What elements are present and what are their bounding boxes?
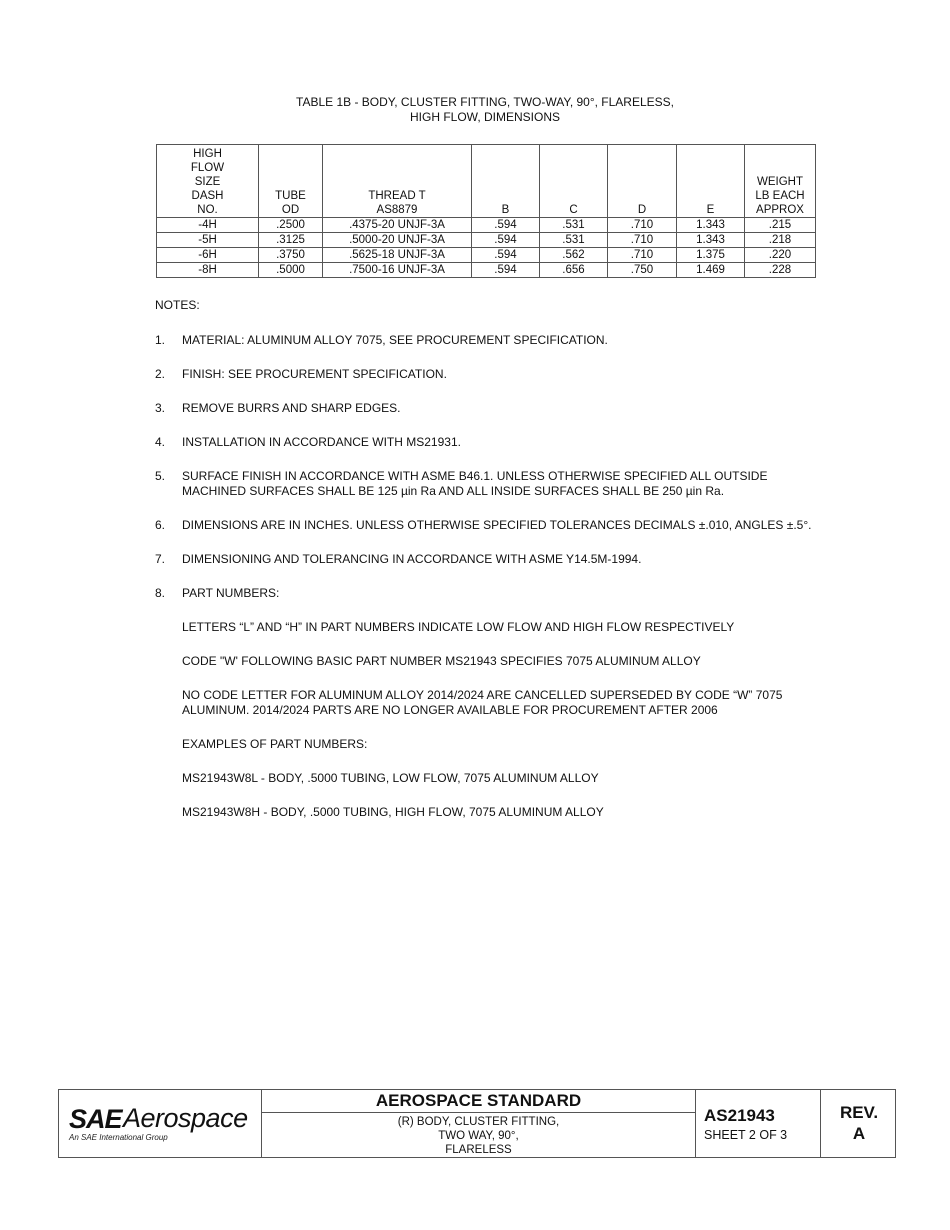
title-block bbox=[58, 1089, 896, 1158]
note-number: 4. bbox=[155, 435, 166, 449]
part-description-line: TWO WAY, 90°, bbox=[438, 1130, 519, 1142]
table-header-row bbox=[157, 145, 816, 218]
table-cell: .562 bbox=[540, 248, 608, 263]
table-cell: -8H bbox=[157, 263, 259, 278]
aerospace-standard-label: AEROSPACE STANDARD bbox=[262, 1090, 695, 1113]
table-cell: .5000 bbox=[259, 263, 323, 278]
note-text: MATERIAL: ALUMINUM ALLOY 7075, SEE PROCUREMENT SPECIFICATION. bbox=[182, 333, 608, 347]
part-description-line: FLARELESS bbox=[445, 1144, 512, 1156]
note-number: 8. bbox=[155, 586, 166, 600]
revision-label-text: REV. bbox=[839, 1103, 879, 1122]
table-caption bbox=[155, 95, 815, 125]
header-weight: WEIGHT LB EACH APPROX bbox=[745, 145, 816, 218]
table-cell: .215 bbox=[745, 218, 816, 233]
note-text: FINISH: SEE PROCUREMENT SPECIFICATION. bbox=[182, 367, 447, 381]
logo-sae-text: SAE bbox=[69, 1104, 122, 1134]
table-cell: .531 bbox=[540, 218, 608, 233]
revision-label bbox=[821, 1102, 897, 1144]
table-cell: .594 bbox=[472, 233, 540, 248]
part-number-note: NO CODE LETTER FOR ALUMINUM ALLOY 2014/2024 ARE CANCELLED SUPERSEDED BY CODE “W” 7075 ALUMINUM. 2014/2024 PARTS ARE NO LONGER AVAILABLE FOR PROCUREMENT AFTER 2006 bbox=[182, 688, 783, 717]
note-item bbox=[155, 435, 855, 450]
table-cell: .594 bbox=[472, 263, 540, 278]
note-item bbox=[155, 367, 855, 382]
note-text: SURFACE FINISH IN ACCORDANCE WITH ASME B46.1. UNLESS OTHERWISE SPECIFIED ALL OUTSIDE MACHINED SURFACES SHALL BE 125 µin Ra AND ALL INSIDE SURFACES SHALL BE 250 µin Ra. bbox=[182, 469, 768, 498]
document-number: AS21943 bbox=[704, 1106, 775, 1125]
header-tube-od: TUBE OD bbox=[259, 145, 323, 218]
table-cell: .710 bbox=[608, 248, 677, 263]
note-number: 7. bbox=[155, 552, 166, 566]
table-cell: .710 bbox=[608, 218, 677, 233]
table-cell: .5625-18 UNJF-3A bbox=[323, 248, 472, 263]
note-text: REMOVE BURRS AND SHARP EDGES. bbox=[182, 401, 401, 415]
table-cell: .228 bbox=[745, 263, 816, 278]
table-cell: .4375-20 UNJF-3A bbox=[323, 218, 472, 233]
header-d: D bbox=[608, 145, 677, 218]
logo-subtitle: An SAE International Group bbox=[69, 1133, 168, 1142]
note-number: 3. bbox=[155, 401, 166, 415]
table-row bbox=[157, 233, 816, 248]
table-row bbox=[157, 218, 816, 233]
note-item bbox=[155, 552, 855, 567]
note-item bbox=[155, 333, 855, 348]
note-item bbox=[155, 586, 855, 601]
note-text: INSTALLATION IN ACCORDANCE WITH MS21931. bbox=[182, 435, 461, 449]
note-item bbox=[155, 401, 855, 416]
table-cell: -4H bbox=[157, 218, 259, 233]
table-cell: -6H bbox=[157, 248, 259, 263]
table-caption-line-1: TABLE 1B - BODY, CLUSTER FITTING, TWO-WAY, 90°, FLARELESS, bbox=[296, 95, 674, 109]
table-cell: .218 bbox=[745, 233, 816, 248]
header-dash-no: HIGH FLOW SIZE DASH NO. bbox=[157, 145, 259, 218]
part-number-example: MS21943W8L - BODY, .5000 TUBING, LOW FLOW, 7075 ALUMINUM ALLOY bbox=[182, 771, 599, 785]
header-b: B bbox=[472, 145, 540, 218]
table-cell: 1.469 bbox=[677, 263, 745, 278]
table-cell: .594 bbox=[472, 248, 540, 263]
header-thread: THREAD T AS8879 bbox=[323, 145, 472, 218]
table-row bbox=[157, 248, 816, 263]
table-caption-line-2: HIGH FLOW, DIMENSIONS bbox=[409, 110, 560, 124]
part-description-line: (R) BODY, CLUSTER FITTING, bbox=[397, 1116, 560, 1128]
note-number: 5. bbox=[155, 469, 166, 483]
header-c: C bbox=[540, 145, 608, 218]
part-number-example: MS21943W8H - BODY, .5000 TUBING, HIGH FLOW, 7075 ALUMINUM ALLOY bbox=[182, 805, 604, 819]
note-number: 2. bbox=[155, 367, 166, 381]
table-cell: .7500-16 UNJF-3A bbox=[323, 263, 472, 278]
table-cell: .750 bbox=[608, 263, 677, 278]
sae-aerospace-logo bbox=[59, 1090, 262, 1157]
table-cell: .5000-20 UNJF-3A bbox=[323, 233, 472, 248]
note-text: DIMENSIONING AND TOLERANCING IN ACCORDANCE WITH ASME Y14.5M-1994. bbox=[182, 552, 642, 566]
dimensions-table bbox=[156, 144, 816, 278]
table-cell: .594 bbox=[472, 218, 540, 233]
note-text: DIMENSIONS ARE IN INCHES. UNLESS OTHERWISE SPECIFIED TOLERANCES DECIMALS ±.010, ANGLES ±.5°. bbox=[182, 518, 812, 532]
table-cell: -5H bbox=[157, 233, 259, 248]
sheet-number: SHEET 2 OF 3 bbox=[704, 1128, 788, 1142]
header-e: E bbox=[677, 145, 745, 218]
part-number-note: CODE "W' FOLLOWING BASIC PART NUMBER MS21943 SPECIFIES 7075 ALUMINUM ALLOY bbox=[182, 654, 701, 668]
table-cell: .3750 bbox=[259, 248, 323, 263]
revision-value: A bbox=[852, 1124, 866, 1143]
part-number-note: LETTERS “L” AND “H” IN PART NUMBERS INDICATE LOW FLOW AND HIGH FLOW RESPECTIVELY bbox=[182, 620, 735, 634]
note-text: PART NUMBERS: bbox=[182, 586, 280, 600]
table-cell: .3125 bbox=[259, 233, 323, 248]
note-item bbox=[155, 518, 855, 533]
table-row bbox=[157, 263, 816, 278]
document-number-cell bbox=[696, 1090, 821, 1157]
table-cell: 1.343 bbox=[677, 218, 745, 233]
table-cell: .220 bbox=[745, 248, 816, 263]
title-cell bbox=[262, 1090, 696, 1157]
notes-section bbox=[155, 298, 855, 839]
note-number: 6. bbox=[155, 518, 166, 532]
table-cell: 1.343 bbox=[677, 233, 745, 248]
table-cell: .710 bbox=[608, 233, 677, 248]
part-number-note: EXAMPLES OF PART NUMBERS: bbox=[182, 737, 368, 751]
table-cell: 1.375 bbox=[677, 248, 745, 263]
revision-cell bbox=[821, 1090, 897, 1157]
table-cell: .531 bbox=[540, 233, 608, 248]
part-description bbox=[262, 1115, 695, 1157]
table-cell: .2500 bbox=[259, 218, 323, 233]
note-number: 1. bbox=[155, 333, 166, 347]
notes-title: NOTES: bbox=[155, 298, 200, 312]
table-cell: .656 bbox=[540, 263, 608, 278]
note-item bbox=[155, 469, 855, 499]
logo-aerospace-text: Aerospace bbox=[123, 1103, 248, 1133]
